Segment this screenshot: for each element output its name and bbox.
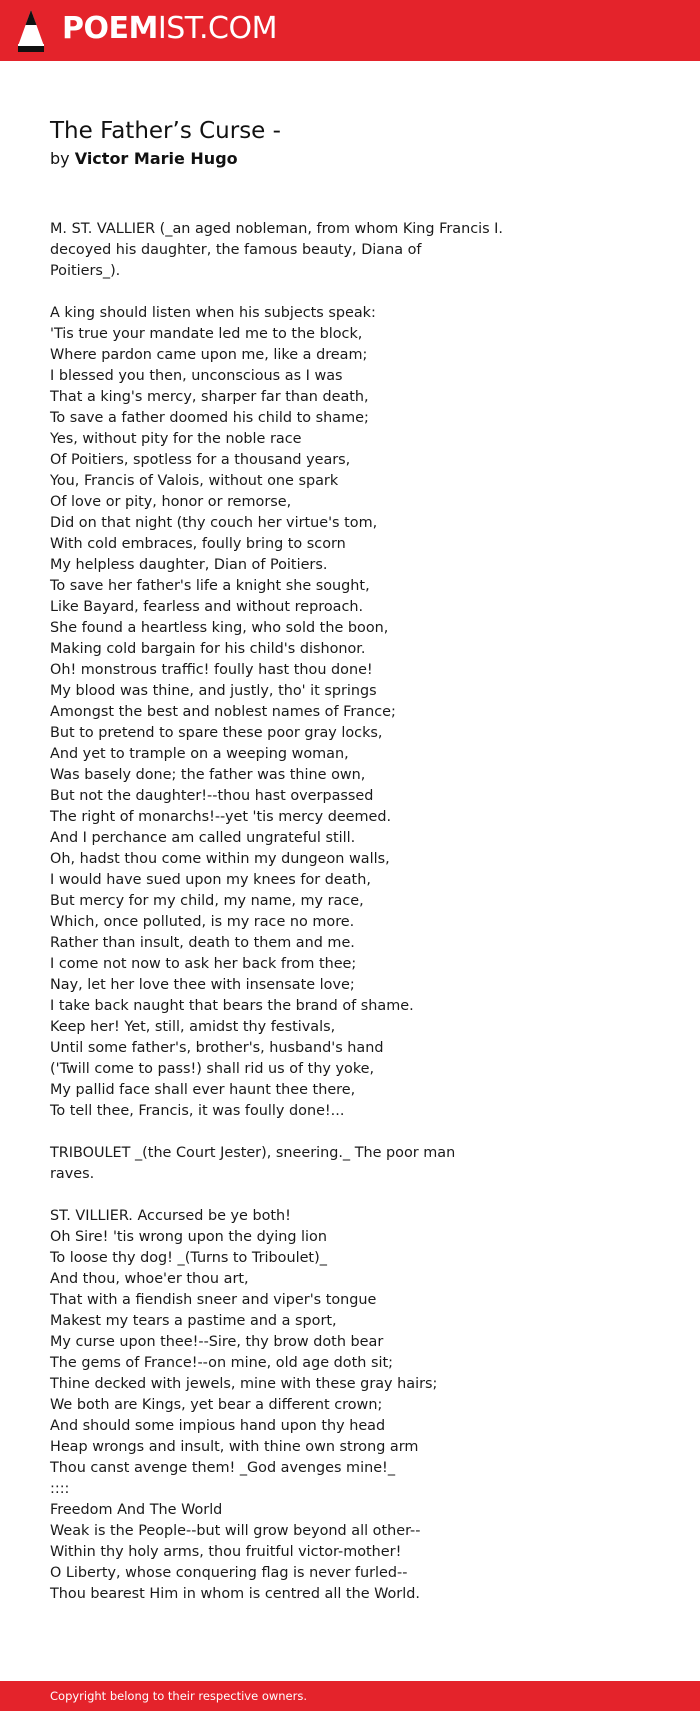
poem-line: And yet to trample on a weeping woman, — [50, 746, 349, 762]
poem-line: Within thy holy arms, thou fruitful victor-mother! — [50, 1544, 402, 1560]
poem-title: The Father’s Curse - — [50, 118, 281, 144]
poem-line: Oh! monstrous traffic! foully hast thou done! — [50, 662, 373, 678]
poem-line: decoyed his daughter, the famous beauty, Diana of — [50, 242, 422, 258]
byline-prefix: by — [50, 149, 70, 168]
poem-line: ST. VILLIER. Accursed be ye both! — [50, 1208, 291, 1224]
poem-line: To save her father's life a knight she sought, — [50, 578, 370, 594]
poem-line: I would have sued upon my knees for death, — [50, 872, 371, 888]
poem-line: And thou, whoe'er thou art, — [50, 1271, 249, 1287]
poem-line: Nay, let her love thee with insensate love; — [50, 977, 355, 993]
poem-line: To tell thee, Francis, it was foully done!... — [50, 1103, 345, 1119]
poem-line: M. ST. VALLIER (_an aged nobleman, from whom King Francis I. — [50, 221, 504, 237]
logo-text-bold: POEM — [62, 11, 158, 46]
poem-line: Thou bearest Him in whom is centred all the World. — [50, 1586, 420, 1602]
poem-line: Thine decked with jewels, mine with these gray hairs; — [50, 1376, 438, 1392]
poem-body — [50, 219, 650, 1605]
poem-line: To save a father doomed his child to shame; — [50, 410, 369, 426]
poem-line: I take back naught that bears the brand of shame. — [50, 998, 414, 1014]
poem-line: A king should listen when his subjects speak: — [50, 305, 376, 321]
poem-line: Oh Sire! 'tis wrong upon the dying lion — [50, 1229, 327, 1245]
poem-line: And I perchance am called ungrateful still. — [50, 830, 356, 846]
poem-line: Did on that night (thy couch her virtue's tom, — [50, 515, 378, 531]
poem-line: Which, once polluted, is my race no more. — [50, 914, 355, 930]
poem-byline — [50, 148, 238, 170]
poem-line: Rather than insult, death to them and me. — [50, 935, 355, 951]
poem-line: Of Poitiers, spotless for a thousand years, — [50, 452, 351, 468]
poem-line: But mercy for my child, my name, my race, — [50, 893, 364, 909]
poem-line: raves. — [50, 1166, 95, 1182]
poem-line: ('Twill come to pass!) shall rid us of thy yoke, — [50, 1061, 375, 1077]
poem-line: She found a heartless king, who sold the boon, — [50, 620, 389, 636]
poem-line: Freedom And The World — [50, 1502, 223, 1518]
poem-line: That a king's mercy, sharper far than death, — [50, 389, 369, 405]
poem-line: Oh, hadst thou come within my dungeon walls, — [50, 851, 390, 867]
logo-text-light: IST.COM — [157, 11, 277, 46]
poem-line: 'Tis true your mandate led me to the block, — [50, 326, 363, 342]
poem-line: Amongst the best and noblest names of France; — [50, 704, 396, 720]
poem-line: :::: — [50, 1481, 70, 1497]
poem-line: But to pretend to spare these poor gray locks, — [50, 725, 383, 741]
poem-line: TRIBOULET _(the Court Jester), sneering._ The poor man — [50, 1145, 456, 1161]
poem-line: You, Francis of Valois, without one spark — [50, 473, 339, 489]
poem-line: With cold embraces, foully bring to scorn — [50, 536, 346, 552]
poem-stanza-break — [50, 282, 650, 303]
poem-line: To loose thy dog! _(Turns to Triboulet)_ — [50, 1250, 327, 1266]
poem-line: And should some impious hand upon thy head — [50, 1418, 386, 1434]
poem-line: The gems of France!--on mine, old age doth sit; — [50, 1355, 393, 1371]
poem-line: That with a fiendish sneer and viper's tongue — [50, 1292, 377, 1308]
poem-stanza-break — [50, 1122, 650, 1143]
poem-line: Was basely done; the father was thine own, — [50, 767, 366, 783]
poem-line: My helpless daughter, Dian of Poitiers. — [50, 557, 328, 573]
poem-line: We both are Kings, yet bear a different crown; — [50, 1397, 383, 1413]
pencil-icon[interactable] — [18, 10, 44, 52]
poem-line: Poitiers_). — [50, 263, 121, 279]
poem-line: Where pardon came upon me, like a dream; — [50, 347, 368, 363]
site-header — [0, 0, 700, 61]
poem-line: Heap wrongs and insult, with thine own strong arm — [50, 1439, 419, 1455]
poem-line: My pallid face shall ever haunt thee there, — [50, 1082, 356, 1098]
poem-line: My blood was thine, and justly, tho' it springs — [50, 683, 377, 699]
site-footer — [0, 1681, 700, 1711]
poem-line: Makest my tears a pastime and a sport, — [50, 1313, 337, 1329]
poem-line: Making cold bargain for his child's dishonor. — [50, 641, 366, 657]
poem-line: Until some father's, brother's, husband's hand — [50, 1040, 384, 1056]
poem-line: I come not now to ask her back from thee; — [50, 956, 357, 972]
poem-line: But not the daughter!--thou hast overpassed — [50, 788, 374, 804]
poem-line: The right of monarchs!--yet 'tis mercy deemed. — [50, 809, 392, 825]
poem-line: Thou canst avenge them! _God avenges mine!_ — [50, 1460, 396, 1476]
poem-line: Keep her! Yet, still, amidst thy festivals, — [50, 1019, 336, 1035]
poem-line: Yes, without pity for the noble race — [50, 431, 302, 447]
poem-author: Victor Marie Hugo — [74, 149, 238, 168]
site-logo[interactable] — [62, 11, 277, 47]
poem-stanza-break — [50, 1185, 650, 1206]
poem-line: Like Bayard, fearless and without reproach. — [50, 599, 364, 615]
poem-line: My curse upon thee!--Sire, thy brow doth bear — [50, 1334, 384, 1350]
poem-line: I blessed you then, unconscious as I was — [50, 368, 343, 384]
footer-copyright: Copyright belong to their respective owners. — [50, 1689, 308, 1703]
poem-line: Of love or pity, honor or remorse, — [50, 494, 292, 510]
poem-line: O Liberty, whose conquering flag is never furled-- — [50, 1565, 408, 1581]
poem-line: Weak is the People--but will grow beyond all other-- — [50, 1523, 421, 1539]
